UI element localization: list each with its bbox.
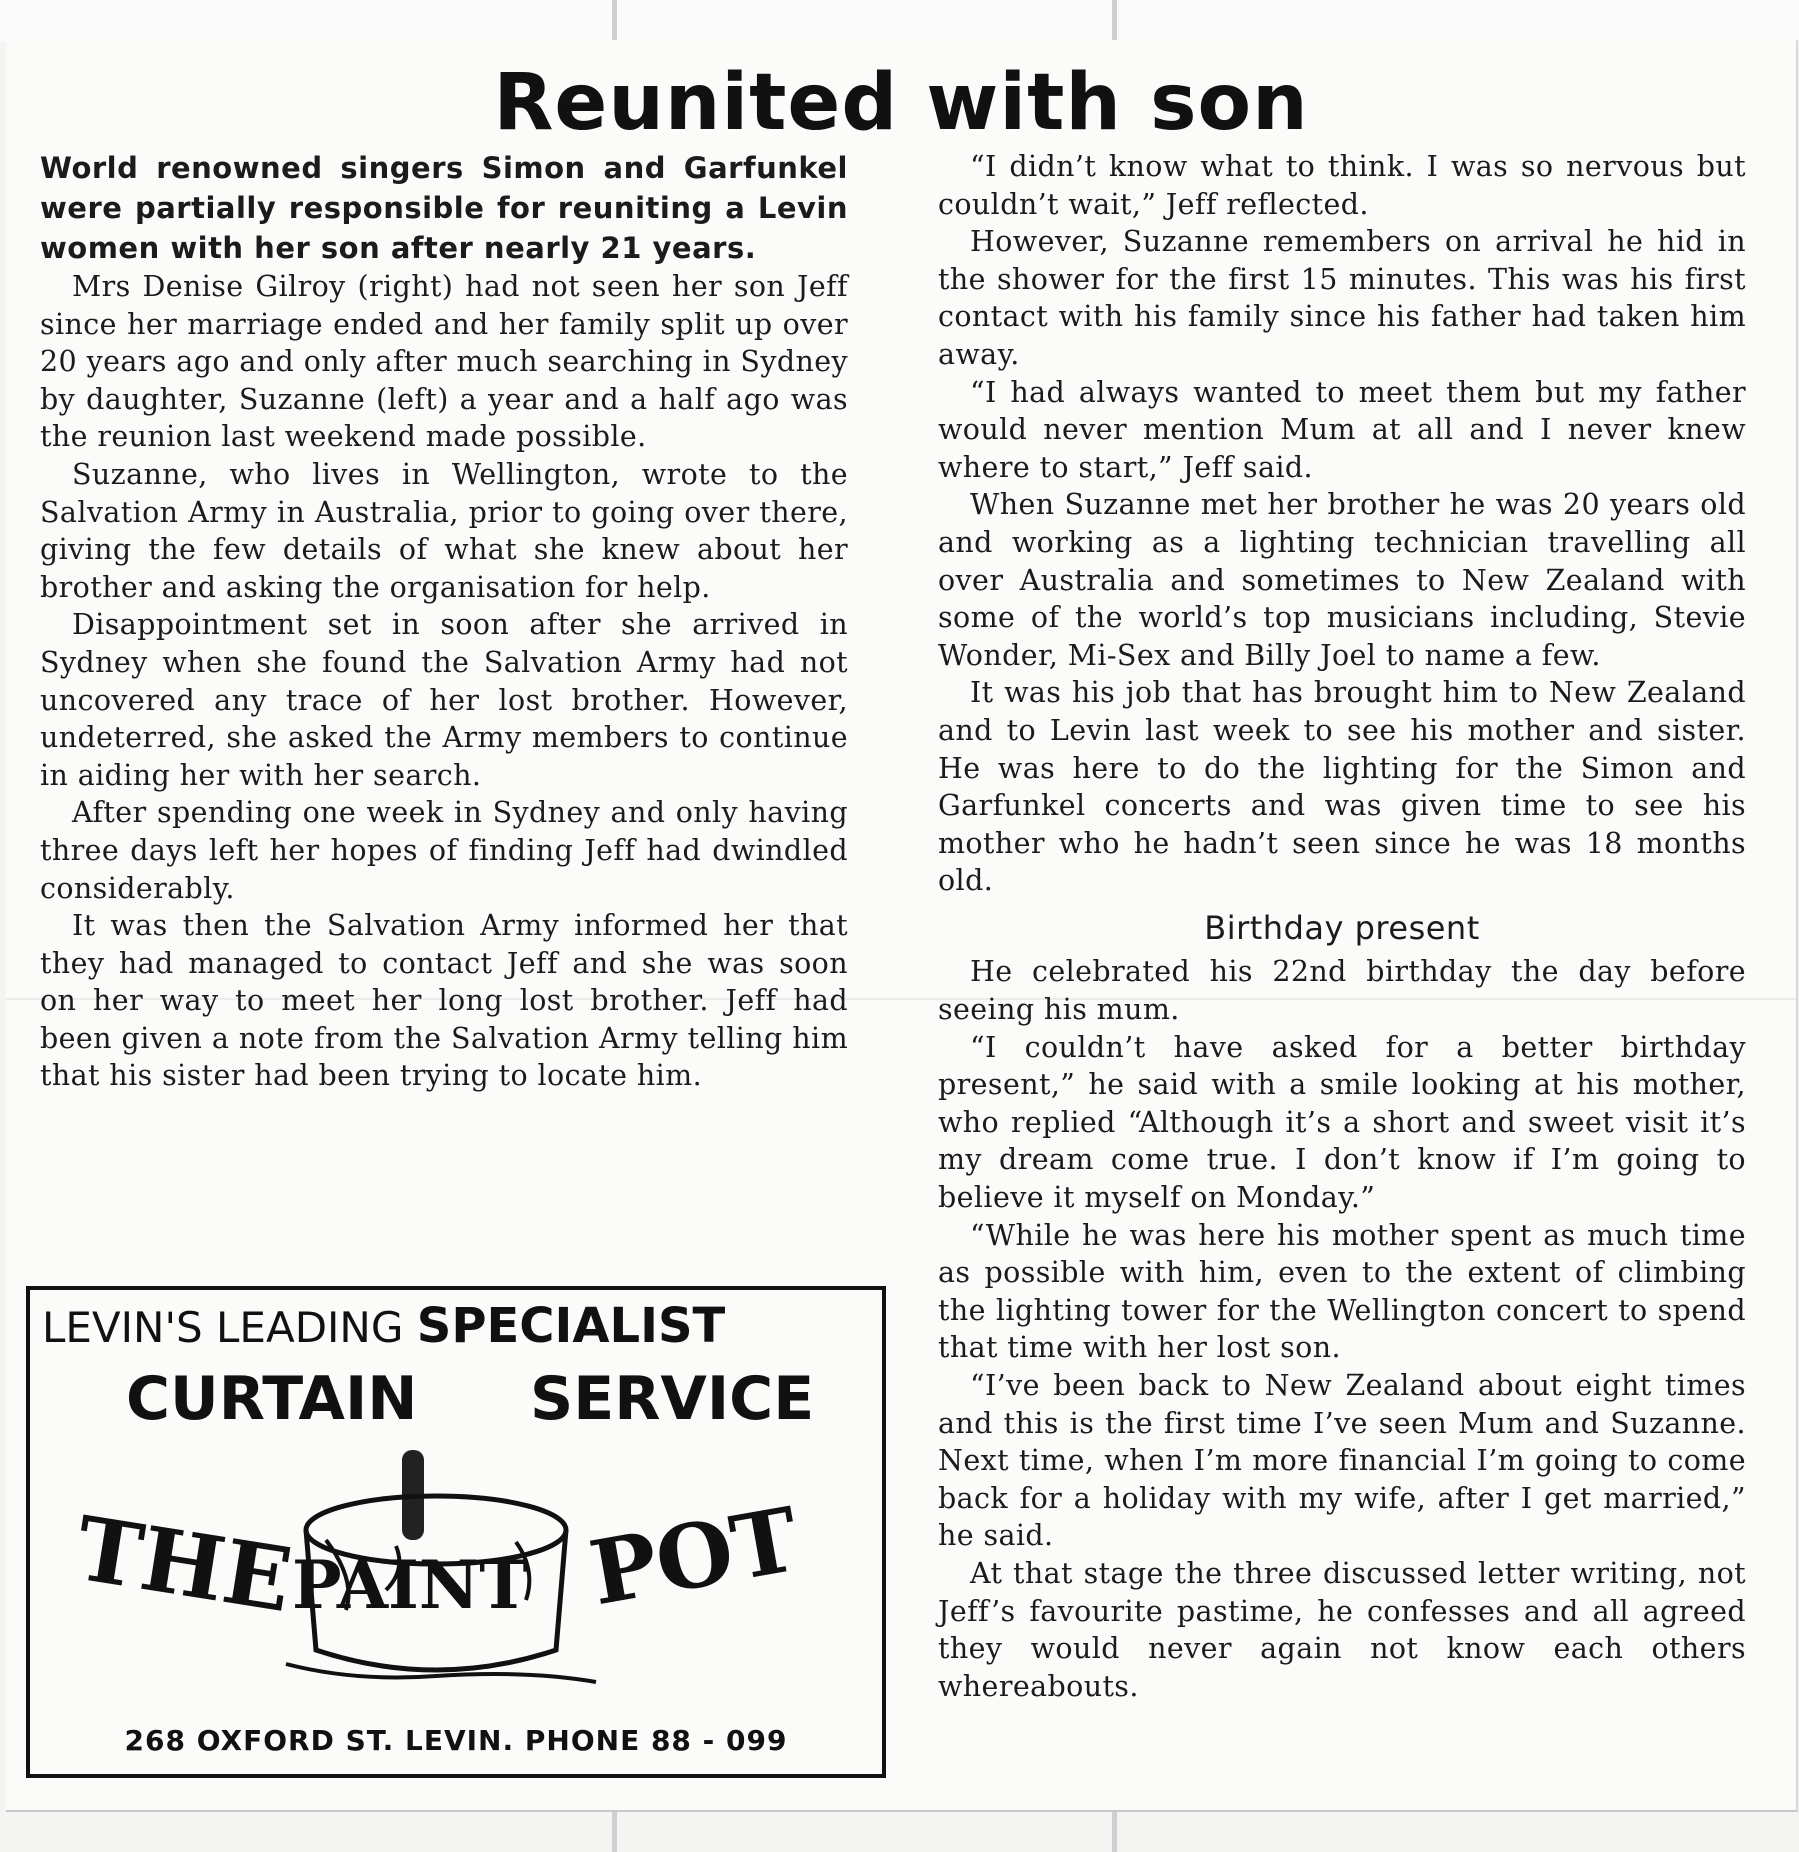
- article-paragraph: “I’ve been back to New Zealand about eight times and this is the first time I’ve seen Mum and Suzanne. Next time, when I’m more financial I’m going to come back for a holiday with my wife, after I get married,” he said.: [938, 1369, 1746, 1553]
- article-paragraph: “While he was here his mother spent as much time as possible with him, even to the extent of climbing the lighting tower for the Wellington concert to spend that time with her lost son.: [938, 1218, 1746, 1365]
- ad-service-text: SERVICE: [530, 1364, 815, 1434]
- advertisement-box: [26, 1286, 886, 1778]
- ad-curtain-text: CURTAIN: [126, 1364, 418, 1434]
- article-paragraph: At that stage the three discussed letter writing, not Jeff’s favourite pastime, he confesses and all agreed they would never again not know each others whereabouts.: [938, 1556, 1746, 1703]
- scan-mark: [1112, 0, 1117, 40]
- scan-mark: [612, 1808, 617, 1852]
- scan-mark: [612, 0, 617, 40]
- article-paragraph: “I couldn’t have asked for a better birthday present,” he said with a smile looking at his mother, who replied “Although it’s a short and sweet visit it’s my dream come true. I don’t know if I’m going to believe it myself on Monday.”: [938, 1030, 1746, 1215]
- article-paragraph: Suzanne, who lives in Wellington, wrote to the Salvation Army in Australia, prior to going over there, giving the few details of what she knew about her brother and asking the organisation for help.: [40, 457, 848, 604]
- scan-background: [0, 0, 1799, 42]
- scan-mark: [1112, 1808, 1117, 1852]
- article-paragraph: After spending one week in Sydney and only having three days left her hopes of finding Jeff had dwindled considerably.: [40, 796, 848, 905]
- article-paragraph: “I didn’t know what to think. I was so nervous but couldn’t wait,” Jeff reflected.: [938, 150, 1746, 221]
- article-paragraph: However, Suzanne remembers on arrival he hid in the shower for the first 15 minutes. This was his first contact with his family since his father had taken him away.: [938, 225, 1746, 371]
- right-column: [938, 148, 1746, 1705]
- article-paragraph: Disappointment set in soon after she arrived in Sydney when she found the Salvation Army had not uncovered any trace of her lost brother. However, undeterred, she asked the Army members to continue in aiding her with her search.: [40, 608, 848, 792]
- ad-brand-pot: POT: [582, 1486, 806, 1626]
- left-column: [40, 148, 848, 1095]
- article-paragraph: It was then the Salvation Army informed her that they had managed to contact Jeff and she was soon on her way to meet her long lost brother. Jeff had been given a note from the Salvation Army telling him that his sister had been trying to locate him.: [40, 909, 848, 1093]
- article-paragraph: It was his job that has brought him to New Zealand and to Levin last week to see his mother and sister. He was here to do the lighting for the Simon and Garfunkel concerts and was given time to see his mother who he hadn’t seen since he was 18 months old.: [938, 676, 1746, 898]
- ad-brand-paint: PAINT: [292, 1546, 529, 1624]
- article-paragraph: He celebrated his 22nd birthday the day before seeing his mum.: [938, 955, 1746, 1027]
- section-subheading: Birthday present: [1204, 908, 1480, 947]
- article-paragraph: Mrs Denise Gilroy (right) had not seen her son Jeff since her marriage ended and her family split up over 20 years ago and only after much searching in Sydney by daughter, Suzanne (left) a year and a half ago was the reunion last weekend made possible.: [40, 270, 848, 454]
- ad-brand-the: THE: [69, 1495, 299, 1633]
- article-lead: World renowned singers Simon and Garfunkel were partially responsible for reuniting a Levin women with her son after nearly 21 years.: [40, 151, 848, 265]
- article-paragraph: When Suzanne met her brother he was 20 years old and working as a lighting technician travelling all over Australia and sometimes to New Zealand with some of the world’s top musicians including, Stevie Wonder, Mi-Sex and Billy Joel to name a few.: [938, 488, 1746, 672]
- ad-tagline-strong: SPECIALIST: [416, 1298, 726, 1354]
- newspaper-clipping: [6, 40, 1798, 1812]
- article-paragraph: “I had always wanted to meet them but my father would never mention Mum at all and I never knew where to start,” Jeff said.: [938, 375, 1746, 484]
- ad-tagline-prefix: LEVIN'S LEADING: [42, 1303, 417, 1352]
- ad-tagline: [42, 1298, 872, 1354]
- article-headline: Reunited with son: [493, 58, 1309, 148]
- ad-address: 268 OXFORD ST. LEVIN. PHONE 88 - 099: [124, 1724, 788, 1757]
